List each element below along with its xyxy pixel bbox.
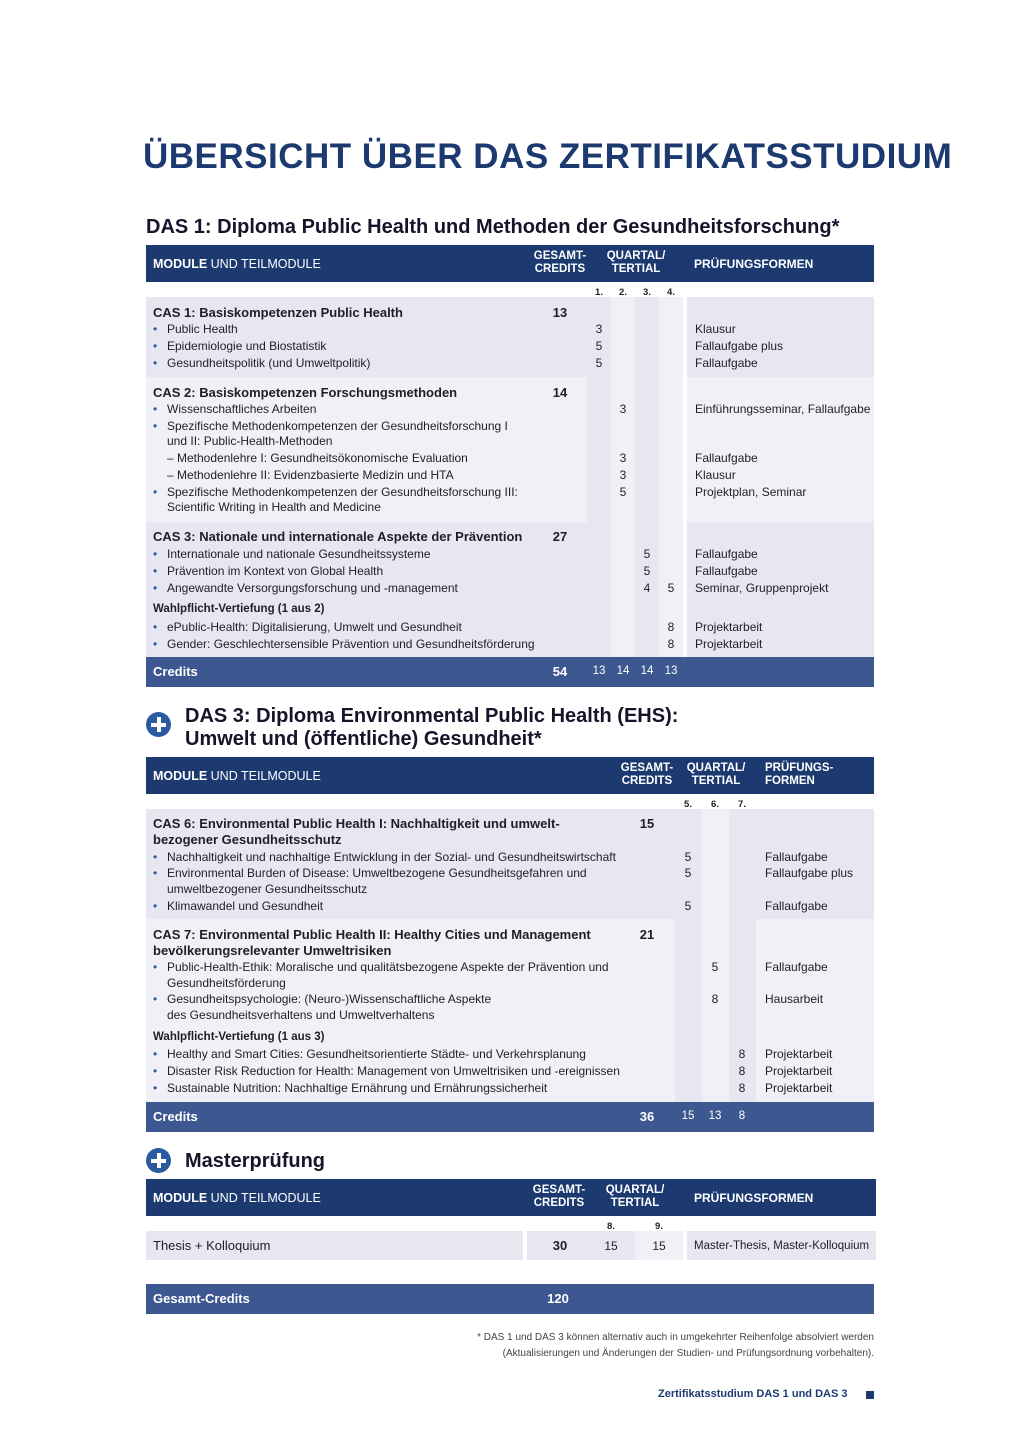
das1-credits-row: Credits 54 13 14 14 13	[146, 657, 874, 687]
quarter-label: 4.	[667, 287, 675, 298]
page-footer: Zertifikatsstudium DAS 1 und DAS 3	[658, 1388, 848, 1400]
list-item: • Nachhaltigkeit und nachhaltige Entwicklung in der Sozial- und Gesundheitswirtschaft	[167, 849, 616, 865]
cas7-title: CAS 7: Environmental Public Health II: Healthy Cities und Management	[153, 927, 591, 942]
list-item: • Gesundheitspolitik (und Umweltpolitik)	[167, 355, 370, 371]
page-title: ÜBERSICHT ÜBER DAS ZERTIFIKATSSTUDIUM	[143, 137, 953, 176]
thesis-label: Thesis + Kolloquium	[153, 1238, 271, 1253]
list-item: • Healthy and Smart Cities: Gesundheitsorientierte Städte- und Verkehrsplanung	[167, 1046, 586, 1062]
header-module: MODULE UND TEILMODULE	[153, 257, 321, 271]
list-item: • Internationale und nationale Gesundheitssysteme	[167, 546, 431, 562]
cas2-title: CAS 2: Basiskompetenzen Forschungsmethoden	[153, 385, 458, 400]
header-quartal: QUARTAL/ TERTIAL	[605, 1184, 665, 1209]
quarter-label: 8.	[607, 1221, 615, 1232]
cas1-credits: 13	[552, 305, 568, 320]
plus-icon	[146, 712, 171, 737]
das3-credits-row: Credits 36 15 13 8	[146, 1102, 874, 1132]
das3-table: MODULE UND TEILMODULE GESAMT- CREDITS QUARTAL/ TERTIAL PRÜFUNGS- FORMEN 5. 6. 7. CAS 6: Environmental Public Health I: Nachhaltigkeit und umwelt- bezogener Gesundheitsschutz 15 • Nachhaltigkeit und nachhaltige Entwicklung in der Sozial- und Gesundheitswirtschaft 5 Fallaufgabe • Environmental Burden of Disease: Umweltbezogene Gesundheitsgefahren und umweltbezogener Gesundheitsschutz 5 Fallaufgabe plus • Klimawandel und Gesundheit 5 Fallaufgabe CAS 7: Environmental Public Health II: Healthy Cities und Management bevölkerungsrelevanter Umweltrisiken 21 • Public-Health-Ethik: Moralische und qualitätsbezogene Aspekte der Prävention und Gesundheitsförderung 5 Fallaufgabe • Gesundheitspsychologie: (Neuro-)Wissenschaftliche Aspekte des Gesundheitsverhaltens und Umweltverhaltens 8 Hausarbeit Wahlpflicht-Vertiefung (1 aus 3) • Healthy and Smart Cities: Gesundheitsorientierte Städte- und Verkehrsplanung 8 Projektarbeit • Disaster Risk Reduction for Health: Management von Umweltrisiken und -ereignissen 8 Projektarbeit • Sustainable Nutrition: Nachhaltige Ernährung und Ernährungssicherheit 8 Projektarbeit Credits 36 15 13 8	[146, 757, 874, 1132]
list-item: • Disaster Risk Reduction for Health: Management von Umweltrisiken und -ereignissen	[167, 1063, 620, 1079]
header-quartal: QUARTAL/ TERTIAL	[686, 762, 746, 787]
list-item: • Epidemiologie und Biostatistik	[167, 338, 326, 354]
master-table: MODULE UND TEILMODULE GESAMT- CREDITS QUARTAL/ TERTIAL PRÜFUNGSFORMEN 8. 9. Thesis + Kolloquium 30 15 15 Master-Thesis, Master-Kolloquium	[146, 1179, 876, 1261]
das1-title: DAS 1: Diploma Public Health und Methoden der Gesundheitsforschung*	[146, 216, 840, 238]
table-header	[146, 1179, 876, 1216]
total-credits-table	[146, 1284, 874, 1314]
cas6-credits: 15	[639, 816, 655, 831]
cas6-title: CAS 6: Environmental Public Health I: Nachhaltigkeit und umwelt-	[153, 816, 560, 831]
cas1-title: CAS 1: Basiskompetenzen Public Health	[153, 305, 403, 320]
header-quartal: QUARTAL/ TERTIAL	[606, 250, 666, 275]
footnote: * DAS 1 und DAS 3 können alternativ auch in umgekehrter Reihenfolge absolviert werden	[477, 1332, 874, 1343]
list-item: • Angewandte Versorgungsforschung und -management	[167, 580, 458, 596]
header-gesamt: GESAMT- CREDITS	[533, 250, 587, 275]
header-module: MODULE UND TEILMODULE	[153, 769, 321, 783]
quarter-label: 5.	[684, 799, 692, 810]
list-item: • Public-Health-Ethik: Moralische und qualitätsbezogene Aspekte der Prävention und	[167, 959, 609, 975]
header-gesamt: GESAMT- CREDITS	[532, 1184, 586, 1209]
footer-square-icon	[866, 1391, 874, 1399]
header-module: MODULE UND TEILMODULE	[153, 1191, 321, 1205]
list-item: • Klimawandel und Gesundheit	[167, 898, 323, 914]
cas7-credits: 21	[639, 927, 655, 942]
header-gesamt: GESAMT- CREDITS	[620, 762, 674, 787]
header-pruefung: PRÜFUNGSFORMEN	[694, 1191, 814, 1205]
list-subitem: – Methodenlehre II: Evidenzbasierte Medizin und HTA	[167, 468, 454, 482]
list-item: • Gesundheitspsychologie: (Neuro-)Wissenschaftliche Aspekte	[167, 991, 491, 1007]
table-header	[146, 757, 874, 794]
list-item: • Spezifische Methodenkompetenzen der Gesundheitsforschung III:	[167, 484, 518, 500]
total-credits-row: Gesamt-Credits 120	[146, 1284, 874, 1314]
cas3-credits: 27	[552, 529, 568, 544]
table-header	[146, 245, 874, 282]
thesis-credits: 30	[552, 1238, 568, 1253]
list-item: • Environmental Burden of Disease: Umweltbezogene Gesundheitsgefahren und	[167, 865, 587, 881]
quarter-label: 7.	[738, 799, 746, 810]
master-title: Masterprüfung	[185, 1150, 325, 1172]
quarter-label: 1.	[595, 287, 603, 298]
quarter-label: 3.	[643, 287, 651, 298]
list-item: • Wissenschaftliches Arbeiten	[167, 401, 316, 417]
footnote: (Aktualisierungen und Änderungen der Studien- und Prüfungsordnung vorbehalten).	[502, 1348, 874, 1359]
plus-icon	[146, 1148, 171, 1173]
list-item: • Gender: Geschlechtersensible Prävention und Gesundheitsförderung	[167, 636, 535, 652]
quarter-label: 9.	[655, 1221, 663, 1232]
list-subitem: – Methodenlehre I: Gesundheitsökonomische Evaluation	[167, 451, 468, 465]
cas3-title: CAS 3: Nationale und internationale Aspekte der Prävention	[153, 529, 523, 544]
header-pruefung: PRÜFUNGSFORMEN	[694, 257, 814, 271]
das1-table: MODULE UND TEILMODULE GESAMT- CREDITS QUARTAL/ TERTIAL PRÜFUNGSFORMEN 1. 2. 3. 4. CAS 1: Basiskompetenzen Public Health 13 • Public Health 3 Klausur • Epidemiologie und Biostatistik 5 Fallaufgabe plus • Gesundheitspolitik (und Umweltpolitik) 5 Fallaufgabe CAS 2: Basiskompetenzen Forschungsmethoden 14 • Wissenschaftliches Arbeiten 3 Einführungsseminar, Fallaufgabe • Spezifische Methodenkompetenzen der Gesundheitsforschung I und II: Public-Health-Methoden – Methodenlehre I: Gesundheitsökonomische Evaluation 3 Fallaufgabe – Methodenlehre II: Evidenzbasierte Medizin und HTA 3 Klausur • Spezifische Methodenkompetenzen der Gesundheitsforschung III: Scientific Writing in Health and Medicine 5 Projektplan, Seminar CAS 3: Nationale und internationale Aspekte der Prävention 27 • Internationale und nationale Gesundheitssysteme 5 Fallaufgabe • Prävention im Kontext von Global Health 5 Fallaufgabe • Angewandte Versorgungsforschung und -management 4 5 Seminar, Gruppenprojekt Wahlpflicht-Vertiefung (1 aus 2) • ePublic-Health: Digitalisierung, Umwelt und Gesundheit 8 Projektarbeit • Gender: Geschlechtersensible Prävention und Gesundheitsförderung 8 Projektarbeit Credits 54 13 14 14 13	[146, 245, 874, 687]
cas2-credits: 14	[552, 385, 568, 400]
das3-title: DAS 3: Diploma Environmental Public Health (EHS): Umwelt und (öffentliche) Gesundheit*	[185, 705, 679, 750]
list-item: • Sustainable Nutrition: Nachhaltige Ernährung und Ernährungssicherheit	[167, 1080, 547, 1096]
list-item: • ePublic-Health: Digitalisierung, Umwelt und Gesundheit	[167, 619, 462, 635]
header-pruefung: PRÜFUNGS- FORMEN	[765, 762, 834, 787]
wahlpflicht-label: Wahlpflicht-Vertiefung (1 aus 2)	[153, 603, 325, 615]
list-item: • Public Health	[167, 321, 238, 337]
quarter-label: 2.	[619, 287, 627, 298]
quarter-label: 6.	[711, 799, 719, 810]
list-item: • Spezifische Methodenkompetenzen der Gesundheitsforschung I	[167, 418, 508, 434]
list-item: • Prävention im Kontext von Global Health	[167, 563, 383, 579]
wahlpflicht-label: Wahlpflicht-Vertiefung (1 aus 3)	[153, 1031, 325, 1043]
